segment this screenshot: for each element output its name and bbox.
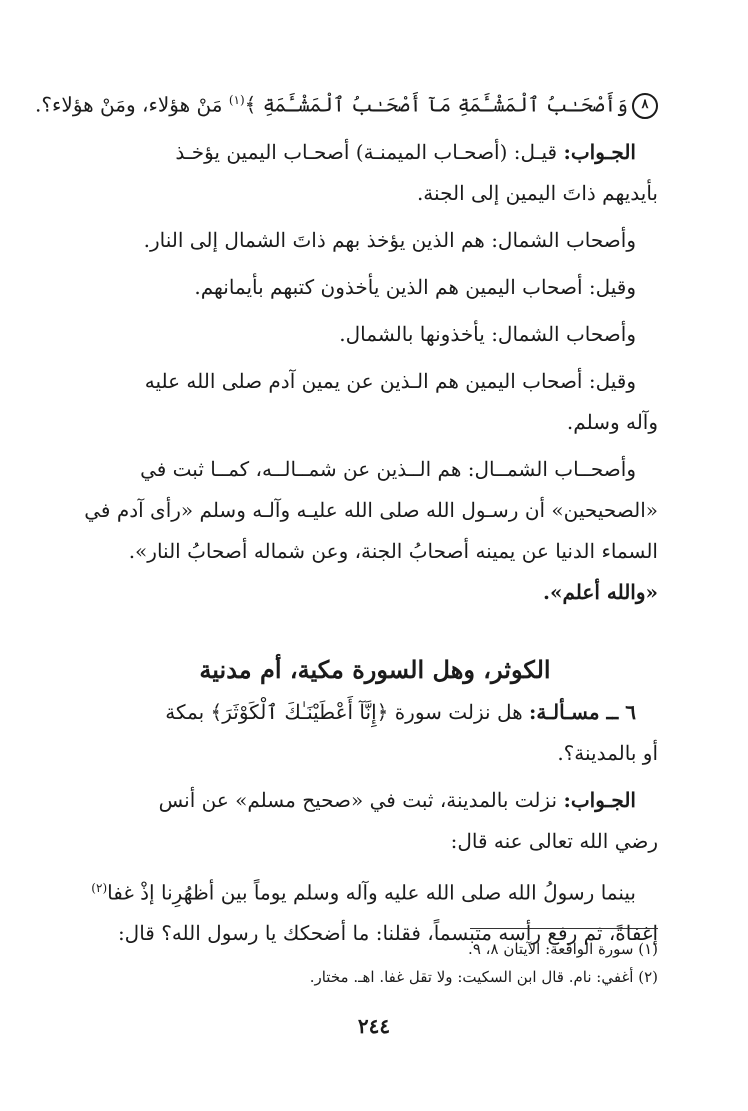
section-heading: الكوثر، وهل السورة مكية، أم مدنية (199, 654, 551, 684)
paragraph-2: وأصحاب الشمال: هم الذين يؤخذ بهم ذاتَ الشمال إلى النار. (143, 227, 636, 252)
paragraph-3: وقيل: أصحاب اليمين هم الذين يأخذون كتبهم بأيمانهم. (194, 274, 636, 299)
text-line: وأصحــاب الشمــال: هم الــذين عن شمــالــه، كمــا ثبت في (140, 456, 636, 481)
page-body (35, 80, 658, 960)
text-line: هل نزلت سورة ﴿إِنَّآ أَعْطَيْنَـٰكَ ٱلْكَوْثَرَ﴾ بمكة (165, 699, 523, 724)
answer-lead-2: الجـواب: (563, 787, 636, 812)
text-line: وآله وسلم. (566, 409, 658, 434)
ayah-number-badge: ٨ (632, 93, 658, 119)
paragraph-5 (92, 361, 658, 443)
text-line: نزلت بالمدينة، ثبت في «صحيح مسلم» عن أنس (158, 787, 558, 812)
top-verse-line (35, 80, 658, 126)
paragraph-6 (84, 449, 658, 613)
text-line: إغفاةً، ثم رفع رأسه متبسماً، فقلنا: ما أضحكك يا رسول الله؟ قال: (117, 921, 658, 946)
footnote-ref-2: (٢) (91, 880, 108, 895)
text-line: بأيديهم ذاتَ اليمين إلى الجنة. (416, 180, 658, 205)
text-line: السماء الدنيا عن يمينه أصحابُ الجنة، وعن شماله أصحابُ النار». (128, 538, 658, 563)
paragraph-answer-1 (92, 132, 658, 173)
verse-tail: مَنْ هؤلاء، ومَنْ هؤلاء؟. (35, 92, 223, 117)
verse-text: وَأَصْحَـٰبُ ٱلْمَشْـَٔمَةِ مَآ أَصْحَـٰبُ ٱلْمَشْـَٔمَةِ ﴾ (244, 92, 628, 117)
footnote-1: (١) سورة الواقعة: الآيتان ٨، ٩. (468, 940, 658, 958)
text-line: بينما رسولُ الله صلى الله عليه وآله وسلم يوماً بين أظهُرِنا إذْ غفا (107, 880, 636, 905)
paragraph-4: وأصحاب الشمال: يأخذونها بالشمال. (339, 321, 636, 346)
text-line: «الصحيحين» أن رسـول الله صلى الله عليـه وآلـه وسلم «رأى آدم في (84, 497, 658, 522)
footnote-2: (٢) أغفي: نام. قال ابن السكيت: ولا تقل غفا. اهـ. مختار. (309, 968, 658, 986)
footnotes (92, 935, 658, 991)
text-line: «والله أعلم». (543, 579, 658, 604)
question-paragraph (92, 692, 658, 774)
text-line: أو بالمدينة؟. (557, 740, 658, 765)
text-line: رضي الله تعالى عنه قال: (450, 828, 658, 853)
answer-paragraph (92, 780, 658, 862)
text-line: قيـل: (أصحـاب الميمنـة) أصحـاب اليمين يؤخـذ (175, 139, 558, 164)
question-lead: ٦ ــ مسـألـة: (529, 699, 636, 724)
footnote-divider (470, 928, 658, 929)
text-line: وقيل: أصحاب اليمين هم الـذين عن يمين آدم صلى الله عليه (144, 368, 636, 393)
footnote-ref-1: (١) (228, 93, 245, 107)
page-number: ٢٤٤ (357, 1014, 391, 1038)
paragraph-answer-1-cont (92, 173, 658, 214)
answer-lead: الجـواب: (563, 139, 636, 164)
